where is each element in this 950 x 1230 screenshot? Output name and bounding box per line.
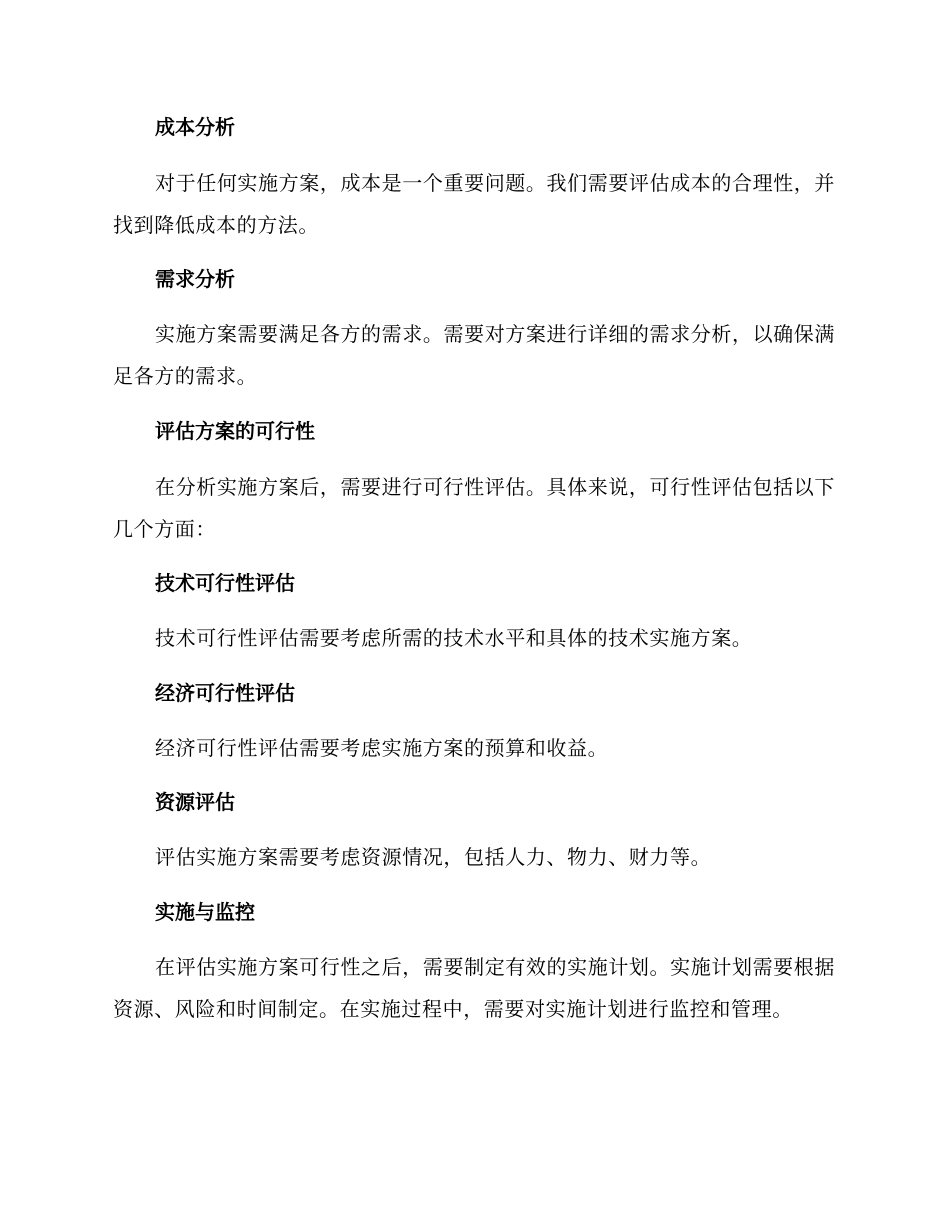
section-body-cost-analysis xyxy=(113,162,835,246)
paragraph: 技术可行性评估需要考虑所需的技术水平和具体的技术实施方案。 xyxy=(155,626,753,650)
section-body-economic-feasibility xyxy=(113,727,835,769)
section-heading: 评估方案的可行性 xyxy=(155,419,315,443)
paragraph: 评估实施方案需要考虑资源情况，包括人力、物力、财力等。 xyxy=(155,845,712,869)
section-heading-implementation-monitoring xyxy=(113,898,835,926)
section-heading-feasibility xyxy=(113,417,835,445)
section-body-requirements-analysis xyxy=(113,313,835,397)
section-heading: 经济可行性评估 xyxy=(155,681,295,705)
section-body-implementation-monitoring xyxy=(113,946,835,1030)
paragraph: 经济可行性评估需要考虑实施方案的预算和收益。 xyxy=(155,736,609,760)
section-heading: 需求分析 xyxy=(155,267,235,291)
section-heading-requirements-analysis xyxy=(113,265,835,293)
paragraph: 对于任何实施方案，成本是一个重要问题。我们需要评估成本的合理性，并找到降低成本的方法。 xyxy=(113,171,835,237)
section-heading-cost-analysis xyxy=(113,113,835,141)
paragraph: 在分析实施方案后，需要进行可行性评估。具体来说，可行性评估包括以下几个方面： xyxy=(113,475,835,541)
section-heading-resource-assessment xyxy=(113,788,835,816)
paragraph: 在评估实施方案可行性之后，需要制定有效的实施计划。实施计划需要根据资源、风险和时间制定。在实施过程中，需要对实施计划进行监控和管理。 xyxy=(113,955,835,1021)
section-heading: 实施与监控 xyxy=(155,900,255,924)
section-body-resource-assessment xyxy=(113,836,835,878)
section-body-feasibility xyxy=(113,466,835,550)
section-heading-economic-feasibility xyxy=(113,679,835,707)
section-body-technical-feasibility xyxy=(113,617,835,659)
paragraph: 实施方案需要满足各方的需求。需要对方案进行详细的需求分析，以确保满足各方的需求。 xyxy=(113,322,835,388)
section-heading-technical-feasibility xyxy=(113,569,835,597)
section-heading: 技术可行性评估 xyxy=(155,571,295,595)
section-heading: 资源评估 xyxy=(155,790,235,814)
section-heading: 成本分析 xyxy=(155,115,235,139)
